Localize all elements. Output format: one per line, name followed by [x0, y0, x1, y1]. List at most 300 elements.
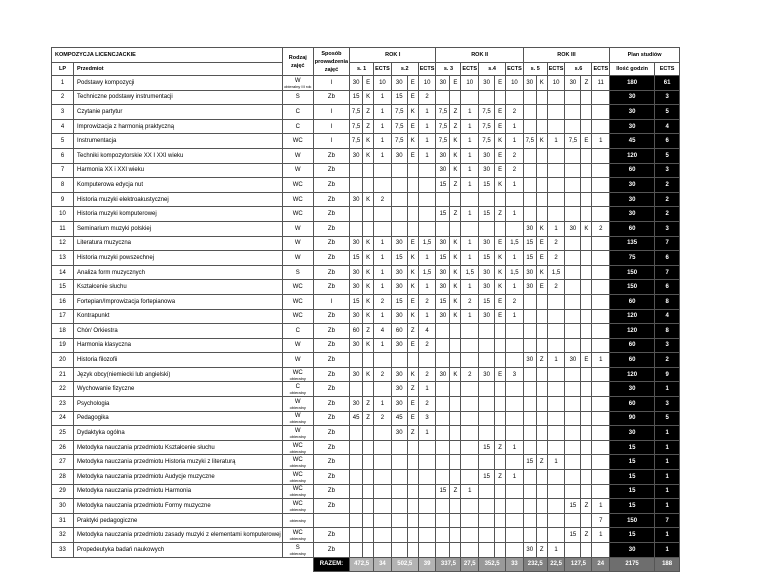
teaching-method: I	[313, 119, 349, 134]
semester-hours: 15	[479, 207, 495, 222]
semester-ects	[592, 294, 610, 309]
semester-ects	[461, 353, 479, 368]
total-ects: 1	[655, 499, 680, 514]
semester-assessment	[363, 221, 374, 236]
total-ects: 2	[655, 353, 680, 368]
semester-assessment	[450, 411, 461, 426]
total-ects: 7	[655, 236, 680, 251]
total-ects: 1	[655, 543, 680, 558]
semester-ects	[592, 192, 610, 207]
semester-hours	[479, 426, 495, 441]
subject-name: Komputerowa edycja nut	[74, 178, 283, 193]
table-row	[52, 382, 680, 397]
semester-hours	[479, 221, 495, 236]
subject-name: Metodyka nauczania przedmiotu zasady muzyki z elementami komputerowej	[74, 528, 283, 543]
semester-hours	[565, 440, 581, 455]
semester-hours	[565, 411, 581, 426]
semester-total-ects: 24	[592, 557, 610, 572]
semester-assessment	[581, 265, 592, 280]
semester-ects: 2	[506, 105, 524, 120]
semester-assessment: Z	[495, 470, 506, 485]
semester-assessment	[495, 426, 506, 441]
semester-hours	[479, 382, 495, 397]
semester-hours: 15	[523, 236, 536, 251]
semester-ects	[547, 192, 565, 207]
total-ects: 6	[655, 134, 680, 149]
semester-assessment	[450, 90, 461, 105]
semester-ects	[592, 455, 610, 470]
semester-assessment: K	[363, 309, 374, 324]
semester-ects	[506, 324, 524, 339]
semester-ects	[592, 397, 610, 412]
semester-hours	[479, 397, 495, 412]
subject-name: Podstawy kompozycji	[74, 76, 283, 91]
semester-ects	[506, 543, 524, 558]
semester-hours	[565, 470, 581, 485]
semester-hours	[565, 265, 581, 280]
semester-assessment: Z	[536, 455, 547, 470]
semester-total-ects: 27,5	[461, 557, 479, 572]
semester-ects: 1	[461, 148, 479, 163]
semester-hours: 30	[523, 543, 536, 558]
semester-ects: 1	[547, 455, 565, 470]
semester-hours	[436, 397, 450, 412]
table-row	[52, 192, 680, 207]
semester-ects: 1	[506, 119, 524, 134]
semester-hours	[565, 426, 581, 441]
semester-assessment: E	[407, 90, 418, 105]
semester-ects	[418, 192, 436, 207]
semester-hours	[391, 178, 407, 193]
year3-header: ROK III	[523, 48, 609, 63]
subject-name: Wychowanie fizyczne	[74, 382, 283, 397]
table-row	[52, 470, 680, 485]
semester-assessment: Z	[363, 411, 374, 426]
table-row	[52, 440, 680, 455]
teaching-method: Zb	[313, 236, 349, 251]
total-ects: 2	[655, 207, 680, 222]
semester-hours: 30	[565, 221, 581, 236]
lp-header: LP	[52, 63, 74, 76]
semester-ects	[592, 470, 610, 485]
teaching-method: Zb	[313, 90, 349, 105]
semester-ects	[461, 455, 479, 470]
semester-assessment	[407, 455, 418, 470]
semester-assessment	[450, 338, 461, 353]
semester-hours	[565, 324, 581, 339]
semester-ects	[506, 455, 524, 470]
semester-ects: 2	[374, 411, 392, 426]
total-ects: 1	[655, 528, 680, 543]
semester-ects	[461, 440, 479, 455]
semester-ects: 1	[374, 236, 392, 251]
subject-type: WC	[292, 138, 303, 145]
semester-ects	[506, 528, 524, 543]
row-number: 4	[52, 119, 74, 134]
semester-ects	[374, 513, 392, 528]
semester-ects	[506, 513, 524, 528]
subject-name: Improwizacja z harmonią praktyczną	[74, 119, 283, 134]
semester-assessment	[536, 484, 547, 499]
table-row	[52, 236, 680, 251]
semester-ects	[374, 484, 392, 499]
semester-ects	[374, 543, 392, 558]
row-number: 9	[52, 192, 74, 207]
row-number: 15	[52, 280, 74, 295]
total-ects: 5	[655, 411, 680, 426]
subject-name: Metodyka nauczania przedmiotu Audycje muzyczne	[74, 470, 283, 485]
table-row	[52, 324, 680, 339]
total-ects: 1	[655, 440, 680, 455]
teaching-method: Zb	[313, 367, 349, 382]
semester-assessment	[407, 470, 418, 485]
semester-hours: 15	[479, 294, 495, 309]
semester-hours	[350, 178, 363, 193]
semester-assessment: E	[407, 76, 418, 91]
ects-header: ECTS	[374, 63, 392, 76]
semester-hours: 15	[350, 251, 363, 266]
semester-ects: 2	[506, 163, 524, 178]
semester-assessment	[450, 221, 461, 236]
subject-type: W	[294, 225, 301, 232]
total-ects: 1	[655, 455, 680, 470]
semester-assessment	[581, 119, 592, 134]
semester-ects	[547, 309, 565, 324]
row-number: 29	[52, 484, 74, 499]
semester-hours	[350, 455, 363, 470]
total-ects: 3	[655, 163, 680, 178]
semester-hours: 15	[391, 294, 407, 309]
semester-hours: 15	[565, 499, 581, 514]
semester-ects	[418, 440, 436, 455]
total-hours: 60	[610, 221, 655, 236]
semester-ects	[418, 455, 436, 470]
semester-ects	[461, 338, 479, 353]
semester-hours	[523, 513, 536, 528]
semester-hours: 7,5	[479, 119, 495, 134]
semester-hours	[523, 426, 536, 441]
subject-type: WC	[292, 298, 303, 305]
subject-type: WC	[292, 471, 303, 478]
subject-name: Historia muzyki komputerowej	[74, 207, 283, 222]
semester-assessment	[581, 382, 592, 397]
semester-hours: 30	[436, 163, 450, 178]
elective-note: obieralny	[289, 419, 306, 425]
semester-assessment: K	[363, 134, 374, 149]
total-ects: 1	[655, 382, 680, 397]
total-hours: 15	[610, 499, 655, 514]
s4-header: s.4	[479, 63, 506, 76]
semester-assessment: K	[407, 265, 418, 280]
semester-hours: 30	[350, 338, 363, 353]
semester-hours: 60	[350, 324, 363, 339]
teaching-method: I	[313, 105, 349, 120]
semester-hours: 30	[391, 338, 407, 353]
subject-type: WC	[292, 486, 303, 493]
teaching-method: Zb	[313, 353, 349, 368]
total-ects: 4	[655, 119, 680, 134]
semester-hours: 30	[436, 280, 450, 295]
total-ects: 3	[655, 397, 680, 412]
semester-assessment	[363, 163, 374, 178]
subject-type: W	[294, 167, 301, 174]
subject-name: Instrumentacja	[74, 134, 283, 149]
semester-ects: 10	[374, 76, 392, 91]
semester-assessment: K	[363, 367, 374, 382]
semester-ects	[374, 470, 392, 485]
semester-ects	[547, 470, 565, 485]
semester-assessment	[581, 324, 592, 339]
semester-assessment	[407, 513, 418, 528]
semester-hours: 30	[523, 265, 536, 280]
semester-hours	[436, 382, 450, 397]
total-ects: 3	[655, 338, 680, 353]
semester-ects	[506, 192, 524, 207]
semester-hours: 30	[391, 367, 407, 382]
total-hours: 60	[610, 294, 655, 309]
teaching-method: Zb	[313, 148, 349, 163]
semester-hours	[565, 251, 581, 266]
total-hours: 180	[610, 76, 655, 91]
semester-hours: 15	[350, 294, 363, 309]
semester-ects	[461, 426, 479, 441]
semester-assessment: K	[536, 76, 547, 91]
semester-ects: 1	[461, 309, 479, 324]
semester-ects	[592, 382, 610, 397]
semester-hours	[523, 411, 536, 426]
subject-type-cell	[282, 309, 313, 324]
row-number: 24	[52, 411, 74, 426]
semester-assessment	[495, 543, 506, 558]
semester-ects: 1	[461, 178, 479, 193]
semester-assessment: K	[450, 148, 461, 163]
semester-hours	[391, 353, 407, 368]
semester-ects	[547, 528, 565, 543]
semester-hours: 15	[436, 207, 450, 222]
semester-hours: 30	[479, 163, 495, 178]
semester-ects: 1	[506, 440, 524, 455]
semester-assessment: Z	[536, 353, 547, 368]
table-row	[52, 499, 680, 514]
row-number: 7	[52, 163, 74, 178]
subject-name: Metodyka nauczania przedmiotu Harmonia	[74, 484, 283, 499]
subject-type-cell	[282, 543, 313, 558]
semester-assessment: Z	[450, 484, 461, 499]
table-row	[52, 207, 680, 222]
semester-hours	[523, 148, 536, 163]
semester-ects	[592, 411, 610, 426]
semester-hours: 30	[479, 280, 495, 295]
semester-total-hours: 232,5	[523, 557, 547, 572]
semester-hours	[479, 543, 495, 558]
elective-note: obieralny III rok	[284, 83, 312, 89]
semester-assessment	[363, 513, 374, 528]
semester-ects: 4	[374, 324, 392, 339]
semester-ects	[592, 105, 610, 120]
semester-hours: 60	[391, 324, 407, 339]
semester-ects: 1	[418, 426, 436, 441]
row-number: 26	[52, 440, 74, 455]
semester-assessment: Z	[450, 178, 461, 193]
semester-assessment: E	[450, 76, 461, 91]
semester-ects: 1	[374, 105, 392, 120]
semester-hours	[350, 499, 363, 514]
semester-ects: 1	[506, 207, 524, 222]
semester-assessment	[495, 484, 506, 499]
semester-hours	[565, 543, 581, 558]
semester-assessment	[495, 324, 506, 339]
table-row	[52, 338, 680, 353]
s5-header: s. 5	[523, 63, 547, 76]
semester-assessment: K	[581, 221, 592, 236]
semester-ects	[418, 178, 436, 193]
semester-hours: 45	[391, 411, 407, 426]
semester-ects	[547, 294, 565, 309]
semester-assessment: Z	[407, 324, 418, 339]
semester-hours	[565, 338, 581, 353]
semester-hours	[565, 90, 581, 105]
semester-hours: 45	[350, 411, 363, 426]
totals-spacer	[52, 557, 314, 572]
total-hours: 15	[610, 470, 655, 485]
ects-header: ECTS	[506, 63, 524, 76]
semester-assessment: Z	[363, 105, 374, 120]
semester-assessment	[536, 309, 547, 324]
semester-hours	[436, 353, 450, 368]
semester-assessment	[450, 470, 461, 485]
semester-ects	[374, 455, 392, 470]
semester-ects: 1	[374, 148, 392, 163]
semester-assessment	[536, 367, 547, 382]
subject-type-cell	[282, 207, 313, 222]
semester-ects	[547, 513, 565, 528]
semester-hours	[565, 309, 581, 324]
ects-header: ECTS	[592, 63, 610, 76]
semester-ects: 1	[592, 499, 610, 514]
semester-ects	[461, 324, 479, 339]
semester-total-hours: 352,5	[479, 557, 506, 572]
semester-ects	[461, 411, 479, 426]
semester-ects: 1	[592, 528, 610, 543]
semester-ects	[461, 470, 479, 485]
semester-assessment	[407, 353, 418, 368]
semester-assessment: E	[536, 251, 547, 266]
total-hours: 45	[610, 134, 655, 149]
semester-assessment	[581, 338, 592, 353]
semester-ects: 1	[547, 221, 565, 236]
semester-ects	[418, 528, 436, 543]
semester-ects: 1,5	[506, 236, 524, 251]
s2-header: s.2	[391, 63, 418, 76]
semester-assessment: K	[363, 251, 374, 266]
semester-assessment: E	[581, 134, 592, 149]
total-hours: 15	[610, 455, 655, 470]
semester-assessment	[536, 178, 547, 193]
semester-ects	[592, 440, 610, 455]
row-number: 21	[52, 367, 74, 382]
study-plan-table	[51, 47, 680, 572]
semester-hours	[523, 178, 536, 193]
semester-ects: 1	[374, 119, 392, 134]
subject-name: Pedagogika	[74, 411, 283, 426]
subject-type: W	[294, 240, 301, 247]
total-hours: 60	[610, 397, 655, 412]
semester-ects	[506, 90, 524, 105]
elective-note: obieralny	[289, 536, 306, 542]
semester-ects: 1	[418, 148, 436, 163]
subject-type-cell	[282, 499, 313, 514]
semester-hours: 30	[391, 265, 407, 280]
semester-hours	[565, 397, 581, 412]
semester-ects	[547, 367, 565, 382]
semester-ects	[592, 338, 610, 353]
table-row	[52, 455, 680, 470]
teaching-method: Zb	[313, 192, 349, 207]
row-number: 31	[52, 513, 74, 528]
semester-hours	[391, 484, 407, 499]
totals-label: RAZEM:	[313, 557, 349, 572]
semester-assessment	[495, 382, 506, 397]
semester-assessment	[363, 543, 374, 558]
semester-assessment	[450, 440, 461, 455]
semester-ects	[374, 207, 392, 222]
teaching-method: Zb	[313, 309, 349, 324]
subject-name: Metodyka nauczania przedmiotu Historia muzyki z literaturą	[74, 455, 283, 470]
subject-type-cell	[282, 178, 313, 193]
semester-hours	[565, 236, 581, 251]
semester-assessment: Z	[495, 207, 506, 222]
table-row	[52, 148, 680, 163]
semester-hours: 15	[436, 178, 450, 193]
subject-name: Analiza form muzycznych	[74, 265, 283, 280]
semester-assessment: K	[450, 309, 461, 324]
semester-assessment	[495, 455, 506, 470]
semester-ects: 1	[418, 105, 436, 120]
semester-hours	[523, 324, 536, 339]
teaching-method: Zb	[313, 426, 349, 441]
semester-ects	[592, 324, 610, 339]
subject-name: Metodyka nauczania przedmiotu Kształcenie słuchu	[74, 440, 283, 455]
semester-assessment	[495, 499, 506, 514]
semester-ects: 1	[592, 353, 610, 368]
semester-assessment	[536, 397, 547, 412]
teaching-method: Zb	[313, 163, 349, 178]
semester-assessment: K	[450, 265, 461, 280]
semester-assessment: K	[363, 280, 374, 295]
semester-hours	[391, 221, 407, 236]
row-number: 23	[52, 397, 74, 412]
semester-assessment	[536, 163, 547, 178]
semester-hours	[391, 470, 407, 485]
semester-ects: 2	[592, 221, 610, 236]
teaching-method: Zb	[313, 265, 349, 280]
semester-ects: 1	[547, 353, 565, 368]
semester-assessment	[495, 411, 506, 426]
semester-assessment: E	[495, 294, 506, 309]
subject-type: WC	[292, 313, 303, 320]
ects-header: ECTS	[461, 63, 479, 76]
semester-hours	[436, 221, 450, 236]
semester-ects: 2	[506, 294, 524, 309]
total-ects: 61	[655, 76, 680, 91]
semester-assessment	[581, 207, 592, 222]
semester-ects: 1	[418, 251, 436, 266]
semester-assessment: E	[407, 338, 418, 353]
ects-total-header: ECTS	[655, 63, 680, 76]
semester-hours	[565, 294, 581, 309]
semester-assessment	[363, 353, 374, 368]
semester-hours	[350, 513, 363, 528]
